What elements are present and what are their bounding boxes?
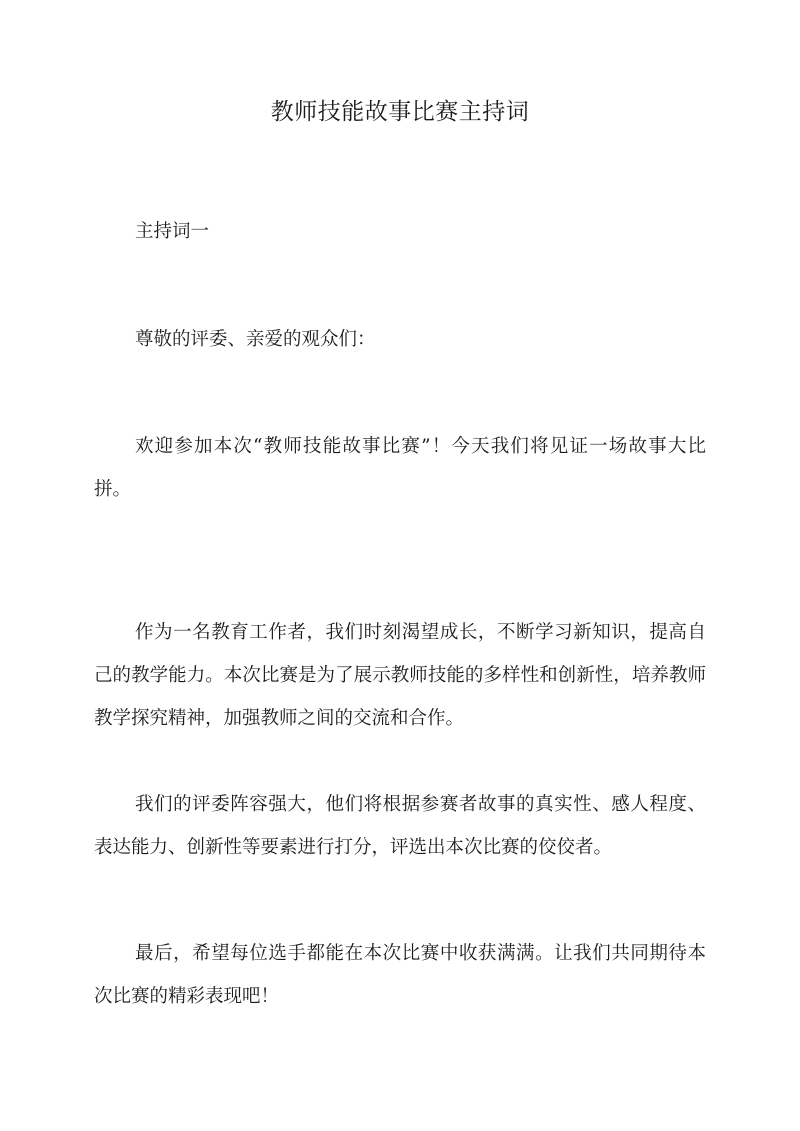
document-title: 教师技能故事比赛主持词 — [270, 99, 530, 125]
greeting-paragraph: 尊敬的评委、亲爱的观众们： — [135, 329, 376, 350]
purpose-paragraph: 作为一名教育工作者，我们时刻渴望成长，不断学习新知识，提高自己的教学能力。本次比赛是为了展示教师技能的多样性和创新性，培养教师教学探究精神，加强教师之间的交流和合作。 — [94, 622, 706, 729]
section-heading: 主持词一 — [135, 221, 210, 242]
welcome-paragraph: 欢迎参加本次“教师技能故事比赛”！今天我们将见证一场故事大比拼。 — [94, 436, 706, 500]
judges-paragraph: 我们的评委阵容强大，他们将根据参赛者故事的真实性、感人程度、表达能力、创新性等要素进行打分，评选出本次比赛的佼佼者。 — [94, 794, 706, 858]
closing-paragraph: 最后，希望每位选手都能在本次比赛中收获满满。让我们共同期待本次比赛的精彩表现吧！ — [94, 943, 706, 1007]
